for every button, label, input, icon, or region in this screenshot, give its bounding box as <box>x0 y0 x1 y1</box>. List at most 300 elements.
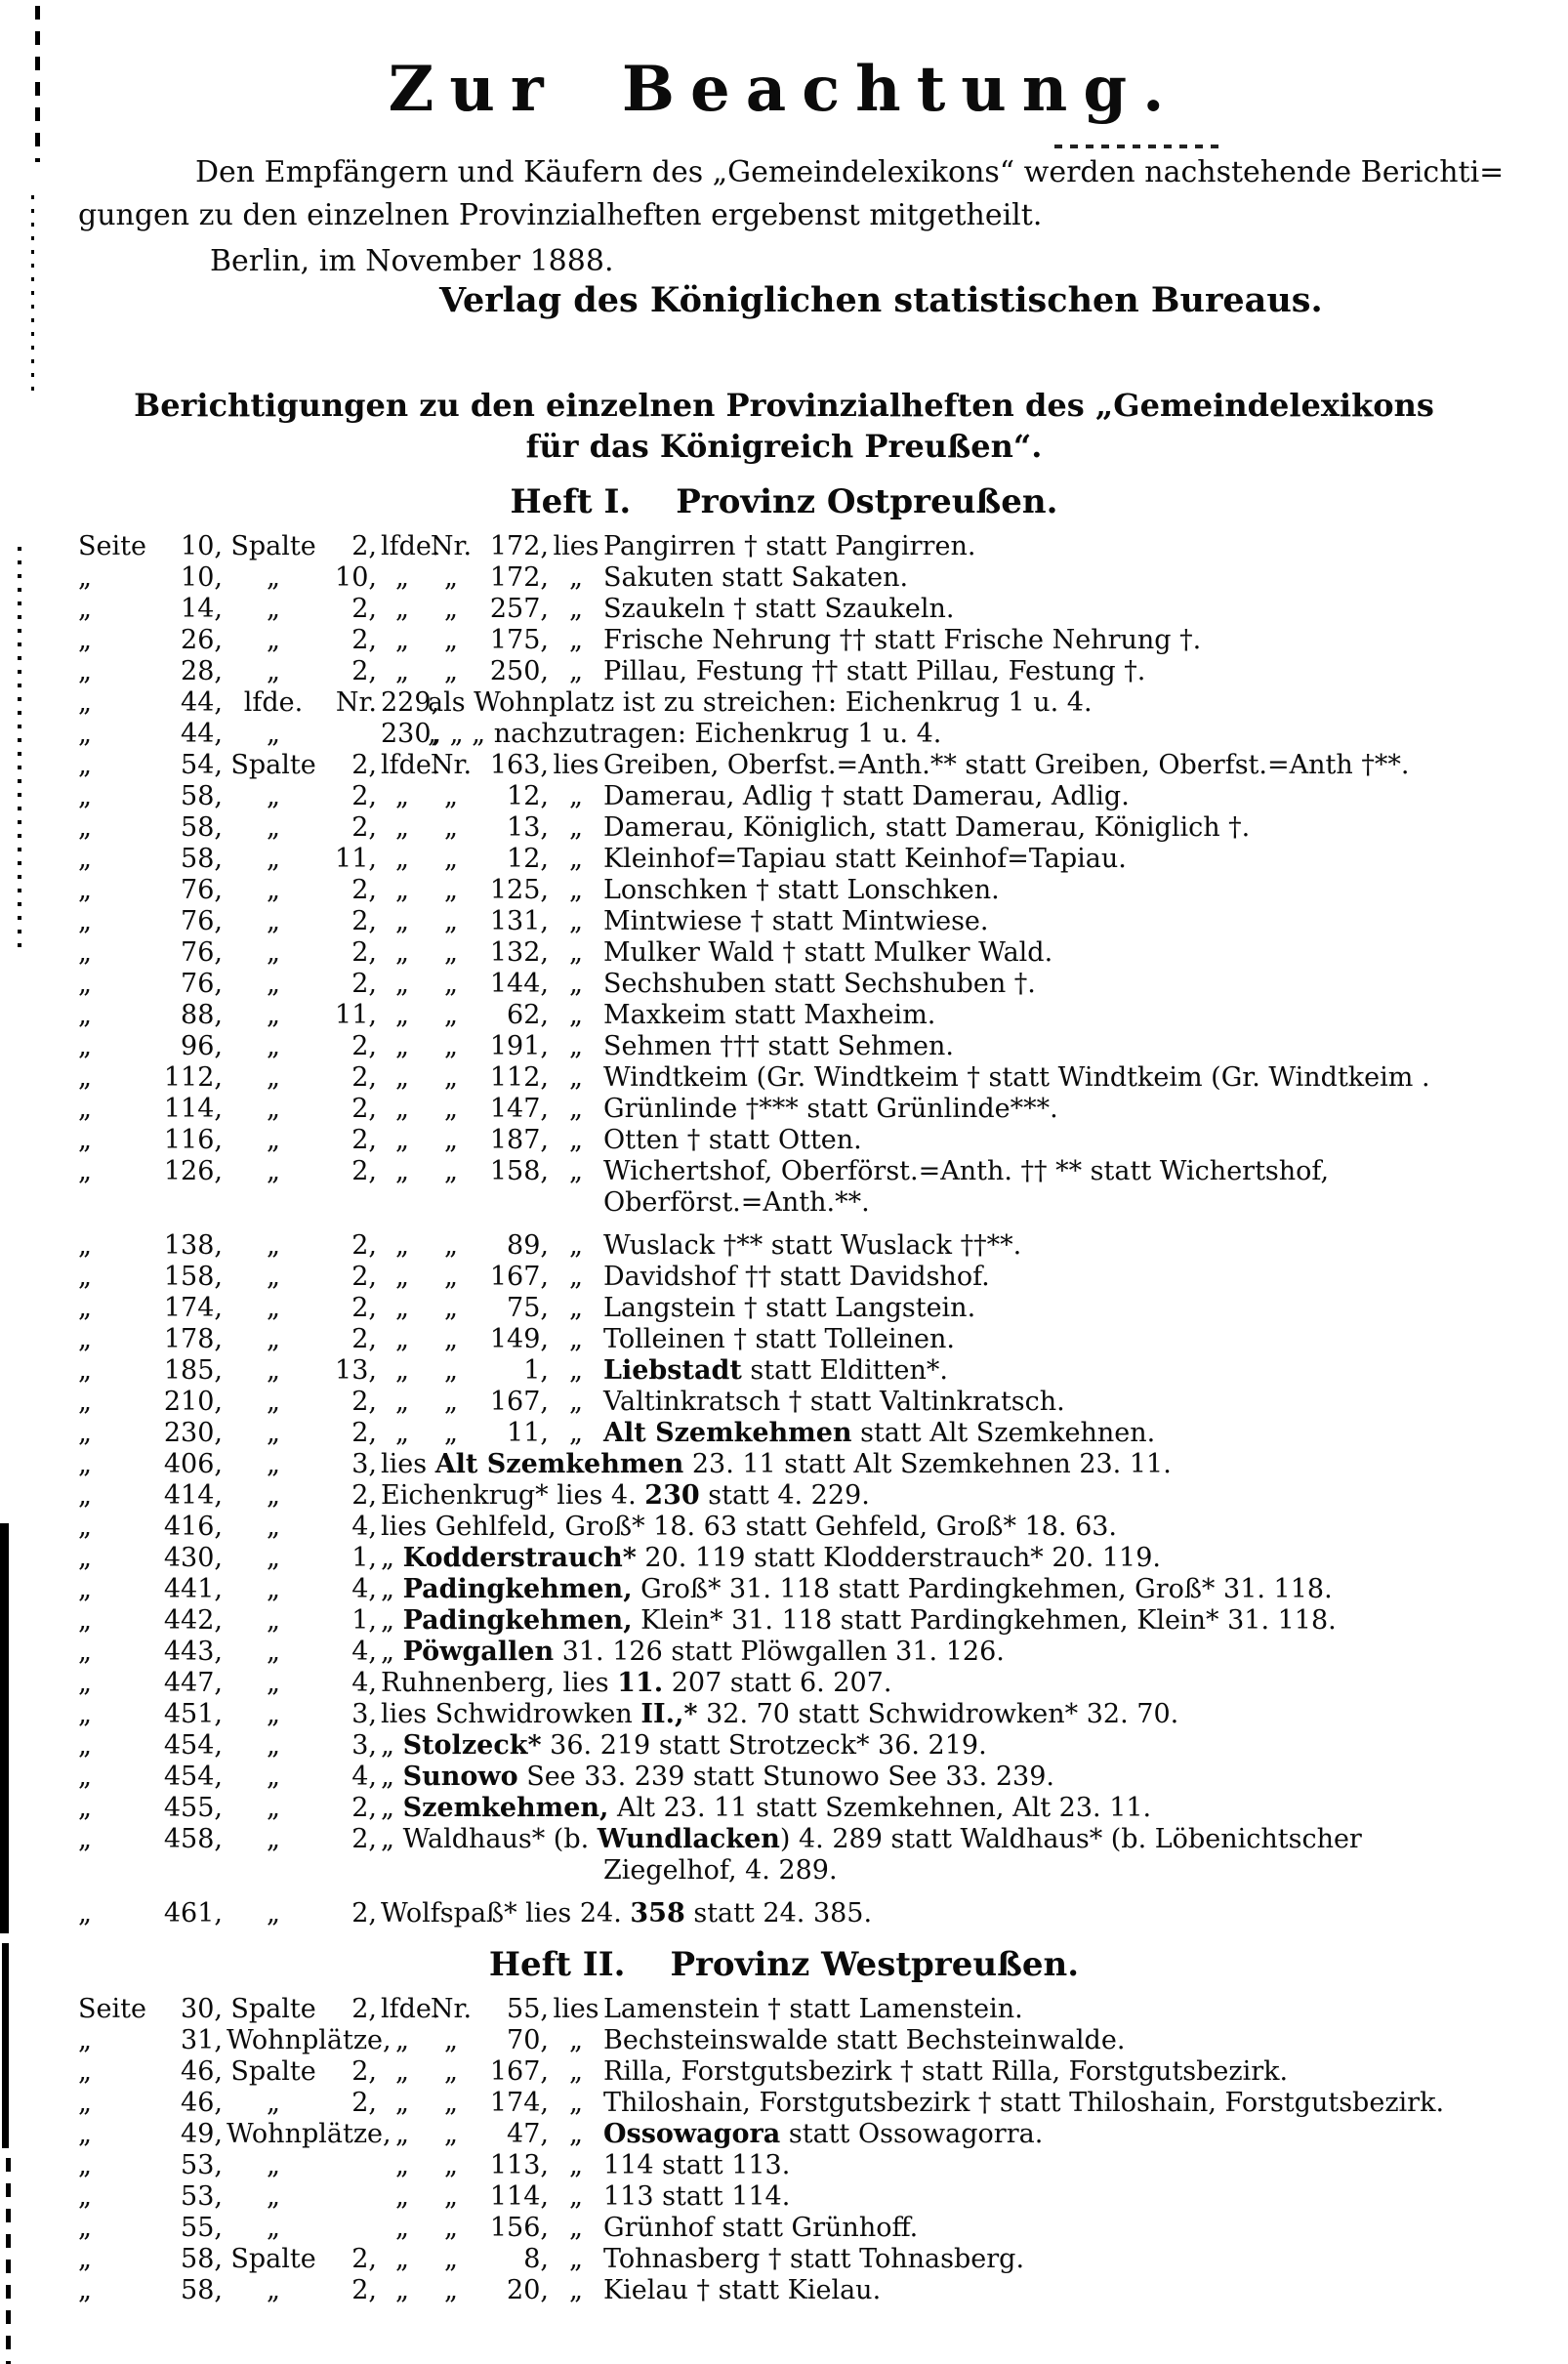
correction-row <box>76 781 1558 812</box>
correction-cell: „ <box>78 1293 92 1324</box>
correction-cell: „ <box>569 2150 583 2181</box>
correction-cell: „ <box>78 1668 92 1699</box>
correction-cell <box>322 2181 379 2213</box>
correction-cell: „ <box>395 844 409 875</box>
correction-cell: 76, <box>181 906 223 937</box>
correction-cell: „ <box>267 1793 280 1824</box>
correction-cell: „ <box>267 1230 280 1262</box>
correction-cell: „ <box>78 906 92 937</box>
correction-cell: „ <box>395 2275 409 2306</box>
correction-cell: 13, <box>335 1355 377 1387</box>
correction-cell <box>379 1187 426 1219</box>
correction-cell: „ <box>569 625 583 656</box>
correction-cell: „ <box>444 2150 458 2181</box>
correction-cell: „ <box>395 2150 409 2181</box>
correction-cell: 454, <box>163 1762 223 1793</box>
correction-cell: „ <box>78 719 92 750</box>
correction-row <box>76 1031 1558 1062</box>
correction-text: Wolfspaß* lies 24. 358 statt 24. 385. <box>381 1898 873 1929</box>
correction-cell: „ <box>78 1730 92 1762</box>
correction-cell: „ <box>267 1699 280 1730</box>
correction-cell: „ <box>569 2275 583 2306</box>
correction-cell: 4, <box>351 1762 377 1793</box>
correction-cell: 4, <box>351 1637 377 1668</box>
correction-row <box>76 937 1558 969</box>
dateline: Berlin, im November 1888. <box>210 244 614 278</box>
correction-cell: „ <box>78 750 92 781</box>
correction-cell: lfde. <box>381 531 440 562</box>
correction-cell: „ <box>444 1000 458 1031</box>
correction-cell <box>76 1187 141 1219</box>
correction-cell: „ <box>267 625 280 656</box>
correction-cell: „ <box>267 937 280 969</box>
correction-cell: „ <box>395 906 409 937</box>
correction-cell: 28, <box>181 656 223 687</box>
correction-cell: 147, <box>489 1094 549 1125</box>
corrections-table-wrap <box>0 521 1568 1929</box>
correction-cell: „ <box>444 625 458 656</box>
section-heading <box>0 1945 1568 1984</box>
correction-cell: 4, <box>351 1574 377 1605</box>
correction-row <box>76 1668 1558 1699</box>
correction-cell: „ <box>444 562 458 594</box>
correction-cell: „ <box>78 1094 92 1125</box>
correction-cell: „ <box>569 2244 583 2275</box>
correction-cell: 2, <box>351 1062 377 1094</box>
correction-cell: 149, <box>489 1324 549 1355</box>
correction-row <box>76 594 1558 625</box>
correction-text: „ Waldhaus* (b. Wundlacken) 4. 289 statt Waldhaus* (b. Löbenichtscher <box>381 1824 1362 1855</box>
correction-cell: „ <box>78 844 92 875</box>
correction-cell <box>322 2213 379 2244</box>
correction-text: „ Padingkehmen, Groß* 31. 118 statt Pardingkehmen, Groß* 31. 118. <box>381 1574 1333 1605</box>
intro-line-1: Den Empfängern und Käufern des „Gemeindelexikons“ werden nachstehende Berichti= <box>195 155 1505 189</box>
correction-text: Alt Szemkehmen statt Alt Szemkehnen. <box>603 1418 1156 1449</box>
correction-cell: „ <box>267 1293 280 1324</box>
correction-cell: „ <box>267 1062 280 1094</box>
correction-cell: „ <box>569 937 583 969</box>
correction-row <box>76 875 1558 906</box>
correction-cell: „ <box>444 937 458 969</box>
correction-row <box>76 1793 1558 1824</box>
correction-text: Eichenkrug* lies 4. 230 statt 4. 229. <box>381 1480 870 1512</box>
correction-cell: „ <box>569 2056 583 2088</box>
correction-cell: 11, <box>507 1418 549 1449</box>
correction-cell: Spalte <box>230 531 316 562</box>
correction-cell: „ <box>444 969 458 1000</box>
correction-cell: „ <box>395 2088 409 2119</box>
correction-cell: „ <box>78 1480 92 1512</box>
correction-cell: „ <box>569 656 583 687</box>
correction-cell: „ <box>267 1156 280 1187</box>
heft-label: Heft II. <box>488 1945 626 1985</box>
correction-cell: Spalte <box>230 1994 316 2025</box>
correction-cell: 174, <box>489 2088 549 2119</box>
correction-row <box>76 1887 1558 1929</box>
correction-cell: lies <box>553 1994 599 2025</box>
scan-artifact <box>1054 145 1225 148</box>
correction-cell: „ <box>569 1355 583 1387</box>
correction-cell: 187, <box>489 1125 549 1156</box>
correction-cell: Spalte <box>230 750 316 781</box>
correction-cell: 2, <box>351 1387 377 1418</box>
correction-cell <box>225 1187 322 1219</box>
correction-text: Langstein † statt Langstein. <box>603 1293 976 1324</box>
correction-cell: 46, <box>181 2088 223 2119</box>
correction-row <box>76 1574 1558 1605</box>
correction-row <box>76 1994 1558 2025</box>
correction-cell: 12, <box>507 781 549 812</box>
correction-cell: 76, <box>181 875 223 906</box>
correction-cell: „ <box>78 2244 92 2275</box>
correction-cell: Nr. <box>335 687 377 719</box>
correction-cell: 131, <box>489 906 549 937</box>
correction-cell: 442, <box>163 1605 223 1637</box>
correction-cell: 62, <box>507 1000 549 1031</box>
correction-cell: 88, <box>181 1000 223 1031</box>
correction-cell: „ <box>444 1324 458 1355</box>
correction-cell: „ <box>395 1094 409 1125</box>
correction-cell: 58, <box>181 844 223 875</box>
correction-cell: „ <box>78 1387 92 1418</box>
correction-cell <box>322 719 379 750</box>
correction-cell <box>141 1855 225 1887</box>
correction-cell: 443, <box>163 1637 223 1668</box>
correction-cell: „ <box>569 1293 583 1324</box>
correction-cell <box>322 1187 379 1219</box>
correction-cell: „ <box>569 562 583 594</box>
correction-cell: 2, <box>351 781 377 812</box>
correction-cell: 31, <box>181 2025 223 2056</box>
correction-cell: 70, <box>507 2025 549 2056</box>
correction-cell: 447, <box>163 1668 223 1699</box>
correction-text: Kleinhof=Tapiau statt Keinhof=Tapiau. <box>603 844 1127 875</box>
correction-cell: „ <box>267 656 280 687</box>
correction-cell: „ <box>267 1668 280 1699</box>
correction-row <box>76 2181 1558 2213</box>
correction-cell: 172, <box>489 531 549 562</box>
correction-cell: 55, <box>507 1994 549 2025</box>
correction-cell: 138, <box>163 1230 223 1262</box>
correction-cell: lfde. <box>381 1994 440 2025</box>
correction-cell: „ <box>78 2119 92 2150</box>
corrections-heading-line-2: für das Königreich Preußen“. <box>525 428 1043 466</box>
correction-cell: 13, <box>507 812 549 844</box>
correction-cell: „ <box>444 2213 458 2244</box>
correction-cell: „ <box>267 906 280 937</box>
correction-text: Ziegelhof, 4. 289. <box>603 1855 838 1887</box>
correction-cell: 2, <box>351 1824 377 1855</box>
correction-cell: „ <box>267 1262 280 1293</box>
correction-text: „ Szemkehmen, Alt 23. 11 statt Szemkehnen, Alt 23. 11. <box>381 1793 1152 1824</box>
correction-cell: „ <box>395 1324 409 1355</box>
correction-row <box>76 1293 1558 1324</box>
correction-cell: 10, <box>181 562 223 594</box>
correction-cell: 2, <box>351 2088 377 2119</box>
correction-cell: „ <box>267 1355 280 1387</box>
correction-row <box>76 625 1558 656</box>
correction-row <box>76 1156 1558 1187</box>
correction-text: Lamenstein † statt Lamenstein. <box>603 1994 1023 2025</box>
correction-cell: „ <box>395 1230 409 1262</box>
correction-cell: 58, <box>181 781 223 812</box>
correction-cell: „ <box>569 2213 583 2244</box>
correction-cell: „ <box>78 1062 92 1094</box>
correction-cell: 8, <box>523 2244 549 2275</box>
heft-label: Heft I. <box>510 482 632 522</box>
correction-text: Sehmen ††† statt Sehmen. <box>603 1031 955 1062</box>
correction-cell: Nr. <box>430 750 473 781</box>
correction-text: Mulker Wald † statt Mulker Wald. <box>603 937 1053 969</box>
correction-cell: „ <box>78 1230 92 1262</box>
correction-cell: „ <box>267 1387 280 1418</box>
correction-cell: 174, <box>163 1293 223 1324</box>
correction-text: Thiloshain, Forstgutsbezirk † statt Thiloshain, Forstgutsbezirk. <box>603 2088 1445 2119</box>
correction-cell: 144, <box>489 969 549 1000</box>
correction-cell: „ <box>78 1031 92 1062</box>
correction-cell: 2, <box>351 750 377 781</box>
correction-row <box>76 1637 1558 1668</box>
correction-row <box>76 656 1558 687</box>
correction-cell: 3, <box>351 1699 377 1730</box>
correction-cell: „ <box>267 1324 280 1355</box>
correction-cell: „ <box>78 2213 92 2244</box>
correction-cell: „ <box>267 2088 280 2119</box>
correction-text: Wuslack †** statt Wuslack ††**. <box>603 1230 1022 1262</box>
correction-cell: „ <box>267 1730 280 1762</box>
correction-cell: 2, <box>351 1418 377 1449</box>
correction-cell: 2, <box>351 1156 377 1187</box>
correction-row <box>76 750 1558 781</box>
correction-row <box>76 1855 1558 1887</box>
correction-cell: „ <box>395 2025 409 2056</box>
correction-cell: „ <box>569 1000 583 1031</box>
correction-cell: „ <box>395 562 409 594</box>
correction-cell: 172, <box>489 562 549 594</box>
correction-row <box>76 812 1558 844</box>
correction-cell: 75, <box>507 1293 549 1324</box>
correction-cell: „ <box>78 1324 92 1355</box>
correction-cell: „ <box>267 781 280 812</box>
correction-cell <box>426 1855 476 1887</box>
correction-cell: „ <box>78 1418 92 1449</box>
correction-text: Tohnasberg † statt Tohnasberg. <box>603 2244 1025 2275</box>
correction-text: Kielau † statt Kielau. <box>603 2275 882 2306</box>
correction-row <box>76 906 1558 937</box>
correction-cell: „ <box>444 2056 458 2088</box>
province-label: Provinz Ostpreußen. <box>676 482 1058 522</box>
correction-cell: 114, <box>163 1094 223 1125</box>
correction-text: Liebstadt statt Elditten*. <box>603 1355 948 1387</box>
correction-cell: „ <box>267 1480 280 1512</box>
correction-cell: 54, <box>181 750 223 781</box>
scan-artifact <box>35 6 40 162</box>
correction-cell: „ <box>569 1125 583 1156</box>
correction-cell: „ <box>267 1000 280 1031</box>
correction-cell: 156, <box>489 2213 549 2244</box>
correction-cell: 1, <box>523 1355 549 1387</box>
correction-cell: 2, <box>351 1031 377 1062</box>
scan-artifact <box>6 2158 11 2364</box>
correction-row <box>76 1094 1558 1125</box>
correction-cell: „ <box>78 1449 92 1480</box>
correction-cell: „ <box>395 1062 409 1094</box>
correction-cell: „ <box>395 1156 409 1187</box>
correction-text: Frische Nehrung †† statt Frische Nehrung †. <box>603 625 1202 656</box>
correction-cell: „ <box>78 2088 92 2119</box>
correction-cell: „ <box>395 594 409 625</box>
correction-cell: „ <box>569 1094 583 1125</box>
correction-cell: „ <box>395 1355 409 1387</box>
correction-cell <box>76 1855 141 1887</box>
correction-cell: 112, <box>489 1062 549 1094</box>
correction-row <box>76 844 1558 875</box>
correction-row <box>76 562 1558 594</box>
correction-cell: 96, <box>181 1031 223 1062</box>
correction-cell: „ <box>78 1605 92 1637</box>
correction-cell: „ <box>395 1031 409 1062</box>
correction-cell: lies <box>553 531 599 562</box>
correction-cell: 451, <box>163 1699 223 1730</box>
correction-text: Pillau, Festung †† statt Pillau, Festung †. <box>603 656 1146 687</box>
correction-row <box>76 2244 1558 2275</box>
correction-text: „ „ „ nachzutragen: Eichenkrug 1 u. 4. <box>428 719 942 750</box>
correction-cell: 76, <box>181 969 223 1000</box>
correction-cell: „ <box>569 2181 583 2213</box>
correction-row <box>76 1324 1558 1355</box>
correction-cell: „ <box>78 875 92 906</box>
correction-cell: „ <box>444 1094 458 1125</box>
correction-cell: 2, <box>351 906 377 937</box>
correction-cell: „ <box>267 969 280 1000</box>
correction-cell: „ <box>78 1000 92 1031</box>
correction-cell: 416, <box>163 1512 223 1543</box>
correction-cell: „ <box>78 1824 92 1855</box>
correction-cell: „ <box>267 1512 280 1543</box>
scan-artifact <box>18 547 21 957</box>
correction-row <box>76 969 1558 1000</box>
correction-cell: Nr. <box>430 531 473 562</box>
correction-cell: „ <box>267 2150 280 2181</box>
correction-cell: „ <box>267 1449 280 1480</box>
correction-cell: „ <box>444 906 458 937</box>
correction-text: Ossowagora statt Ossowagorra. <box>603 2119 1044 2150</box>
correction-text: lies Gehlfeld, Groß* 18. 63 statt Gehfeld, Groß* 18. 63. <box>381 1512 1118 1543</box>
correction-cell: „ <box>78 1699 92 1730</box>
correction-text: Greiben, Oberfst.=Anth.** statt Greiben, Oberfst.=Anth †**. <box>603 750 1410 781</box>
correction-cell: „ <box>569 844 583 875</box>
correction-text: Mintwiese † statt Mintwiese. <box>603 906 989 937</box>
correction-text: „ Sunowo See 33. 239 statt Stunowo See 33. 239. <box>381 1762 1054 1793</box>
correction-cell: 2, <box>351 1125 377 1156</box>
correction-cell <box>141 1187 225 1219</box>
correction-row <box>76 2213 1558 2244</box>
correction-cell: 46, <box>181 2056 223 2088</box>
correction-cell: „ <box>267 2181 280 2213</box>
correction-cell: „ <box>395 1293 409 1324</box>
correction-cell: „ <box>267 1637 280 1668</box>
publisher-line: Verlag des Königlichen statistischen Bureaus. <box>439 280 1323 320</box>
correction-row <box>76 1605 1558 1637</box>
correction-row <box>76 1699 1558 1730</box>
correction-row <box>76 1480 1558 1512</box>
correction-cell: lfde. <box>243 687 304 719</box>
correction-cell: 53, <box>181 2181 223 2213</box>
correction-cell: „ <box>267 875 280 906</box>
correction-cell: 163, <box>489 750 549 781</box>
correction-cell: „ <box>78 1156 92 1187</box>
correction-cell: „ <box>569 1262 583 1293</box>
correction-text: 114 statt 113. <box>603 2150 791 2181</box>
correction-cell: „ <box>444 1355 458 1387</box>
correction-cell: 2, <box>351 1293 377 1324</box>
scan-artifact <box>31 195 34 391</box>
correction-cell: „ <box>395 1387 409 1418</box>
correction-cell: „ <box>444 2181 458 2213</box>
correction-cell <box>551 1855 601 1887</box>
correction-cell: 112, <box>163 1062 223 1094</box>
correction-text: Lonschken † statt Lonschken. <box>603 875 1000 906</box>
correction-cell: „ <box>569 1418 583 1449</box>
correction-cell: 44, <box>181 719 223 750</box>
correction-cell: 11, <box>335 844 377 875</box>
correction-cell: „ <box>569 1324 583 1355</box>
correction-row <box>76 1824 1558 1855</box>
correction-cell: „ <box>78 1637 92 1668</box>
correction-cell: „ <box>569 2119 583 2150</box>
correction-cell: 113, <box>489 2150 549 2181</box>
correction-cell <box>426 1187 476 1219</box>
correction-text: Maxkeim statt Maxheim. <box>603 1000 936 1031</box>
correction-cell: 1, <box>351 1543 377 1574</box>
correction-cell: 414, <box>163 1480 223 1512</box>
correction-cell: lies <box>553 750 599 781</box>
correction-cell: 175, <box>489 625 549 656</box>
correction-row <box>76 2056 1558 2088</box>
correction-cell: „ <box>569 781 583 812</box>
correction-row <box>76 1730 1558 1762</box>
correction-cell: 116, <box>163 1125 223 1156</box>
correction-cell: 441, <box>163 1574 223 1605</box>
correction-cell: 58, <box>181 2244 223 2275</box>
correction-cell: „ <box>395 2119 409 2150</box>
correction-text: Sechshuben statt Sechshuben †. <box>603 969 1036 1000</box>
correction-cell: 167, <box>489 1387 549 1418</box>
correction-cell: „ <box>395 1262 409 1293</box>
correction-row <box>76 719 1558 750</box>
correction-cell: „ <box>78 1793 92 1824</box>
page-title: Zur Beachtung. <box>388 53 1180 126</box>
correction-row <box>76 2088 1558 2119</box>
correction-row <box>76 1543 1558 1574</box>
correction-cell: 12, <box>507 844 549 875</box>
correction-text: Ruhnenberg, lies 11. 207 statt 6. 207. <box>381 1668 892 1699</box>
correction-cell: Seite <box>78 531 146 562</box>
correction-cell: 10, <box>335 562 377 594</box>
correction-cell: 3, <box>351 1730 377 1762</box>
correction-cell: 185, <box>163 1355 223 1387</box>
correction-cell <box>322 2150 379 2181</box>
correction-cell: „ <box>267 2213 280 2244</box>
correction-cell: 26, <box>181 625 223 656</box>
correction-cell: „ <box>267 2275 280 2306</box>
correction-text: Bechsteinswalde statt Bechsteinwalde. <box>603 2025 1126 2056</box>
correction-row <box>76 2025 1558 2056</box>
correction-cell: „ <box>78 2275 92 2306</box>
scan-artifact <box>0 1523 9 1933</box>
correction-text: Szaukeln † statt Szaukeln. <box>603 594 955 625</box>
correction-cell: 167, <box>489 1262 549 1293</box>
